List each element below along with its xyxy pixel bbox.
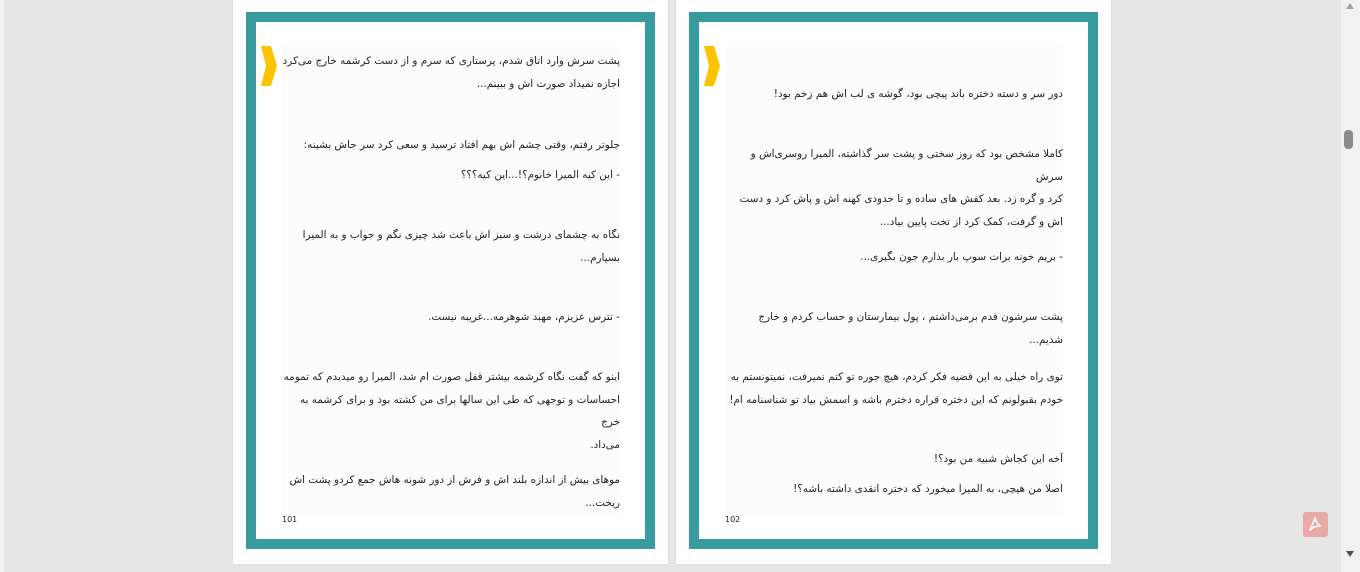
- paragraph: [282, 50, 620, 95]
- page-frame-101: [246, 12, 655, 549]
- text-line: می‌داد.: [590, 438, 620, 451]
- page-number: 102: [725, 515, 741, 524]
- text-line: دور سر و دسته دختره باند پیچی بود، گوشه ی لب اش هم زخم بود!: [773, 88, 1063, 100]
- paragraph: [282, 366, 620, 456]
- scrollbar-thumb[interactable]: [1344, 130, 1353, 149]
- text-line: اصلا من هیچی، به المیرا میخورد که دختره انقدی داشته باشه؟!: [793, 483, 1063, 495]
- text-line: اجازه نمیداد صورت اش و ببینم...: [476, 77, 620, 90]
- bookmark-tab-icon: [261, 46, 277, 86]
- paragraph: [282, 134, 620, 157]
- text-line: پشت سرش وارد اتاق شدم، پرستاری که سرم و از دست کرشمه خارج می‌کرد: [282, 55, 620, 67]
- text-line: اینو که گفت نگاه کرشمه بیشتر قفل صورت ام شد، المیرا رو میدیدم که تمومه: [283, 371, 620, 383]
- scroll-down-arrow-icon[interactable]: [1346, 551, 1354, 557]
- paragraph: [282, 306, 620, 329]
- text-line: آخه این کجاش شبیه من بود؟!: [933, 453, 1063, 465]
- page-content-101: [256, 22, 645, 539]
- bookmark-tab-icon: [704, 46, 720, 86]
- vertical-scrollbar[interactable]: [1341, 0, 1360, 572]
- paragraph: [725, 366, 1063, 411]
- paragraph: [725, 478, 1063, 501]
- text-line: - نترس عزیزم، مهبد شوهرمه...غریبه نیست.: [428, 311, 620, 323]
- acrobat-pdf-icon: [1303, 512, 1328, 537]
- text-line: بسپارم...: [580, 251, 620, 264]
- text-line: پشت سرشون قدم برمی‌داشتم ، پول بیمارستان و حساب کردم و خارج شدیم...: [758, 311, 1063, 346]
- paragraph: [725, 83, 1063, 106]
- pdf-download-button[interactable]: [1303, 512, 1328, 537]
- paragraph: [725, 246, 1063, 269]
- paragraph: [725, 306, 1063, 351]
- text-line: کرد و گره زد. بعد کفش های ساده و تا حدودی کهنه اش و پاش کرد و دست: [739, 193, 1063, 205]
- paragraph: [725, 143, 1063, 233]
- text-line: خودم بقبولونم که این دختره قراره دخترم باشه و اسمش بیاد تو شناسنامه ام!: [729, 393, 1063, 406]
- text-line: - بریم خونه برات سوپ بار بذارم جون بگیری...: [860, 251, 1063, 263]
- text-line: جلوتر رفتم، وقتی چشم اش بهم افتاد ترسید و سعی کرد سر جاش بشینه:: [303, 139, 620, 151]
- paragraph: [282, 164, 620, 187]
- page-text-101: [282, 46, 620, 516]
- page-text-102: [725, 46, 1063, 516]
- page-frame-102: [689, 12, 1098, 549]
- scroll-up-arrow-icon[interactable]: [1346, 3, 1354, 9]
- paragraph: [725, 448, 1063, 471]
- text-line: ریخت...: [585, 496, 620, 509]
- text-line: اش و گرفت، کمک کرد از تخت پایین بیاد...: [879, 215, 1063, 228]
- text-line: موهای بیش از اندازه بلند اش و فرش از دور شونه هاش جمع کردو پشت اش: [289, 474, 620, 486]
- text-line: - این کیه المیرا خانوم؟!...این کیه؟؟؟: [460, 169, 620, 181]
- page-number: 101: [282, 515, 298, 524]
- text-line: کاملا مشخص بود که روز سختی و پشت سر گذاشته، المیرا روسری‌اش و سرش: [750, 148, 1063, 183]
- text-line: نگاه به چشمای درشت و سبز اش باعث شد چیزی نگم و جواب و به المیرا: [302, 229, 620, 241]
- paragraph: [282, 469, 620, 514]
- text-line: احساسات و توجهی که طی این سالها برای من کشته بود و برای کرشمه به خرج: [300, 393, 620, 428]
- text-line: توی راه خیلی به این قضیه فکر کردم، هیچ جوره تو کتم نمیرفت، نمیتونستم به: [730, 371, 1063, 383]
- page-content-102: [699, 22, 1088, 539]
- paragraph: [282, 224, 620, 269]
- viewer-edge: [0, 0, 4, 572]
